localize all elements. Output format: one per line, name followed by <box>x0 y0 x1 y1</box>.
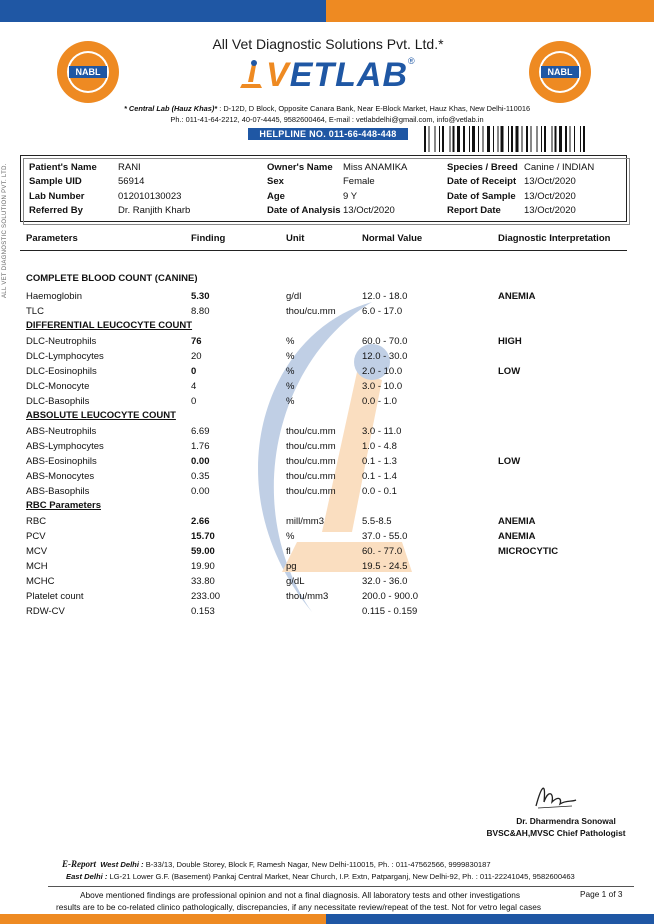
col-interpretation: Diagnostic Interpretation <box>498 233 611 244</box>
disclaimer <box>56 889 636 913</box>
result-finding: 0 <box>191 396 197 407</box>
brand-rest: ETLAB <box>289 56 409 94</box>
central-lab-address <box>90 103 564 125</box>
result-unit: thou/cu.mm <box>286 441 336 452</box>
seal-nabl-text: NABL <box>547 67 573 77</box>
result-interp: ANEMIA <box>498 516 536 527</box>
result-unit: mill/mm3 <box>286 516 324 527</box>
signature <box>532 780 578 810</box>
east-delhi-address: LG-21 Lower G.F. (Basement) Pankaj Central Market, Near Church, I.P. Extn, Patparganj, New Delhi-92, Ph. : 011-22241045, 9582600463 <box>109 872 575 881</box>
disclaimer-line1: Above mentioned findings are professional opinion and not a final diagnosis. All laboratory tests and other investigations <box>80 890 521 900</box>
result-unit: % <box>286 336 295 347</box>
patient-field-value: 13/Oct/2020 <box>524 205 576 216</box>
result-unit: % <box>286 396 295 407</box>
patient-field-label: Age <box>267 191 285 202</box>
nabl-seal-right <box>528 40 592 104</box>
seal-nabl-text: NABL <box>75 67 101 77</box>
result-unit: thou/cu.mm <box>286 306 336 317</box>
section-title: DIFFERENTIAL LEUCOCYTE COUNT <box>26 320 193 331</box>
result-finding: 233.00 <box>191 591 221 602</box>
result-normal: 6.0 - 17.0 <box>362 306 403 317</box>
col-finding: Finding <box>191 233 226 244</box>
result-param: MCH <box>26 561 48 572</box>
result-param: ABS-Lymphocytes <box>26 441 104 452</box>
result-normal: 0.0 - 0.1 <box>362 486 397 497</box>
result-normal: 32.0 - 36.0 <box>362 576 408 587</box>
result-finding: 59.00 <box>191 546 215 557</box>
ereport-label: E-Report <box>62 859 97 869</box>
patient-field-label: Species / Breed <box>447 162 518 173</box>
result-unit: % <box>286 531 295 542</box>
registered-mark: ® <box>408 56 415 66</box>
east-delhi-label: East Delhi : <box>66 872 108 881</box>
patient-field-label: Date of Analysis <box>267 205 341 216</box>
patient-field-value: RANI <box>118 162 141 173</box>
address-label: * Central Lab (Hauz Khas)* <box>123 104 218 113</box>
west-delhi-label: West Delhi : <box>100 860 144 869</box>
patient-field-label: Lab Number <box>29 191 85 202</box>
result-unit: % <box>286 351 295 362</box>
result-unit: thou/cu.mm <box>286 456 336 467</box>
patient-field-value: 012010130023 <box>118 191 182 202</box>
result-interp: ANEMIA <box>498 291 536 302</box>
result-interp: LOW <box>498 366 521 377</box>
result-finding: 0.153 <box>191 606 215 617</box>
patient-field-label: Referred By <box>29 205 83 216</box>
result-normal: 200.0 - 900.0 <box>362 591 418 602</box>
result-normal: 37.0 - 55.0 <box>362 531 408 542</box>
result-param: DLC-Neutrophils <box>26 336 97 347</box>
result-finding: 0 <box>191 366 197 377</box>
result-finding: 0.00 <box>191 486 210 497</box>
patient-field-label: Sample UID <box>29 176 82 187</box>
result-finding: 5.30 <box>191 291 210 302</box>
result-param: ABS-Monocytes <box>26 471 95 482</box>
patient-field-value: Miss ANAMIKA <box>343 162 408 173</box>
result-normal: 3.0 - 10.0 <box>362 381 403 392</box>
result-normal: 2.0 - 10.0 <box>362 366 403 377</box>
side-text: ALL VET DIAGNOSTIC SOLUTION PVT. LTD. <box>2 163 8 298</box>
page-number: Page 1 of 3 <box>580 889 623 899</box>
result-normal: 0.1 - 1.3 <box>362 456 397 467</box>
patient-field-label: Patient's Name <box>29 162 97 173</box>
result-unit: g/dl <box>286 291 302 302</box>
patient-field-value: Female <box>343 176 375 187</box>
result-normal: 0.0 - 1.0 <box>362 396 397 407</box>
result-normal: 60. - 77.0 <box>362 546 403 557</box>
result-param: RDW-CV <box>26 606 65 617</box>
result-param: MCHC <box>26 576 55 587</box>
result-param: DLC-Eosinophils <box>26 366 97 377</box>
section-title: RBC Parameters <box>26 500 101 511</box>
result-param: ABS-Eosinophils <box>26 456 97 467</box>
result-finding: 20 <box>191 351 202 362</box>
result-finding: 19.90 <box>191 561 215 572</box>
col-normal-value: Normal Value <box>362 233 423 244</box>
disclaimer-line2: results are to be co-related clinico pathologically, discrepancies, if any necessitate review/repeat of the test. Not for vetro legal cases <box>56 902 541 912</box>
result-finding: 6.69 <box>191 426 210 437</box>
patient-field-label: Report Date <box>447 205 501 216</box>
patient-field-value: 13/Oct/2020 <box>524 176 576 187</box>
result-interp: LOW <box>498 456 521 467</box>
result-unit: % <box>286 381 295 392</box>
result-normal: 5.5-8.5 <box>362 516 392 527</box>
barcode <box>424 126 628 152</box>
branch-addresses <box>62 858 642 883</box>
patient-field-value: Canine / INDIAN <box>524 162 595 173</box>
patient-field-label: Sex <box>267 176 284 187</box>
bottom-color-bar <box>0 914 654 924</box>
result-finding: 2.66 <box>191 516 210 527</box>
col-parameters: Parameters <box>26 233 78 244</box>
patient-field-value: 9 Y <box>343 191 358 202</box>
top-color-bar <box>0 0 654 22</box>
result-finding: 0.00 <box>191 456 210 467</box>
result-param: DLC-Monocyte <box>26 381 90 392</box>
result-param: DLC-Lymphocytes <box>26 351 104 362</box>
col-unit: Unit <box>286 233 305 244</box>
patient-field-label: Owner's Name <box>267 162 333 173</box>
result-normal: 12.0 - 18.0 <box>362 291 408 302</box>
result-finding: 33.80 <box>191 576 215 587</box>
result-finding: 1.76 <box>191 441 210 452</box>
result-param: PCV <box>26 531 46 542</box>
address-line2: Ph.: 011-41-64-2212, 40-07-4445, 9582600464, E-mail : vetlabdelhi@gmail.com, info@vetlab.in <box>170 115 484 124</box>
result-param: ABS-Neutrophils <box>26 426 97 437</box>
result-param: TLC <box>26 306 44 317</box>
patient-field-value: 13/Oct/2020 <box>524 191 576 202</box>
result-unit: fl <box>286 546 291 557</box>
patient-field-value: 56914 <box>118 176 145 187</box>
address-line1: : D-12D, D Block, Opposite Canara Bank, Near E-Block Market, Hauz Khas, New Delhi-110016 <box>219 104 531 113</box>
result-normal: 60.0 - 70.0 <box>362 336 408 347</box>
result-param: DLC-Basophils <box>26 396 90 407</box>
patient-field-label: Date of Sample <box>447 191 516 202</box>
result-param: Platelet count <box>26 591 84 602</box>
signatory-title: BVSC&AH,MVSC Chief Pathologist <box>486 828 626 838</box>
result-unit: thou/cu.mm <box>286 486 336 497</box>
west-delhi-address: B-33/13, Double Storey, Block F, Ramesh Nagar, New Delhi-110015, Ph. : 011-47562566, 9999830187 <box>145 860 491 869</box>
vetlab-logo <box>232 56 432 94</box>
nabl-seal-left <box>56 40 120 104</box>
header-divider <box>20 250 627 251</box>
signatory-name: Dr. Dharmendra Sonowal <box>516 816 616 826</box>
result-interp: HIGH <box>498 336 522 347</box>
result-param: ABS-Basophils <box>26 486 90 497</box>
result-unit: % <box>286 366 295 377</box>
section-cbc-title: COMPLETE BLOOD COUNT (CANINE) <box>26 273 198 284</box>
result-param: MCV <box>26 546 48 557</box>
result-finding: 8.80 <box>191 306 210 317</box>
patient-field-value: Dr. Ranjith Kharb <box>118 205 191 216</box>
result-unit: thou/cu.mm <box>286 426 336 437</box>
patient-field-label: Date of Receipt <box>447 176 517 187</box>
result-finding: 0.35 <box>191 471 210 482</box>
company-name: All Vet Diagnostic Solutions Pvt. Ltd.* <box>212 36 444 52</box>
result-finding: 15.70 <box>191 531 215 542</box>
brand-name <box>266 56 408 95</box>
microscope-icon <box>236 58 266 92</box>
result-normal: 1.0 - 4.8 <box>362 441 397 452</box>
result-finding: 4 <box>191 381 197 392</box>
result-unit: pg <box>286 561 297 572</box>
result-param: Haemoglobin <box>26 291 82 302</box>
patient-field-value: 13/Oct/2020 <box>343 205 395 216</box>
result-normal: 3.0 - 11.0 <box>362 426 402 437</box>
section-title: ABSOLUTE LEUCOCYTE COUNT <box>26 410 176 421</box>
result-unit: thou/cu.mm <box>286 471 336 482</box>
result-finding: 76 <box>191 336 202 347</box>
result-normal: 0.115 - 0.159 <box>362 606 418 617</box>
result-param: RBC <box>26 516 47 527</box>
result-interp: MICROCYTIC <box>498 546 559 557</box>
brand-v: V <box>266 56 290 94</box>
result-interp: ANEMIA <box>498 531 536 542</box>
result-normal: 0.1 - 1.4 <box>362 471 397 482</box>
result-unit: thou/mm3 <box>286 591 329 602</box>
footer-divider <box>48 886 634 887</box>
result-unit: g/dL <box>286 576 305 587</box>
result-normal: 19.5 - 24.5 <box>362 561 408 572</box>
helpline-banner: HELPLINE NO. 011-66-448-448 <box>248 128 408 140</box>
result-normal: 12.0 - 30.0 <box>362 351 408 362</box>
